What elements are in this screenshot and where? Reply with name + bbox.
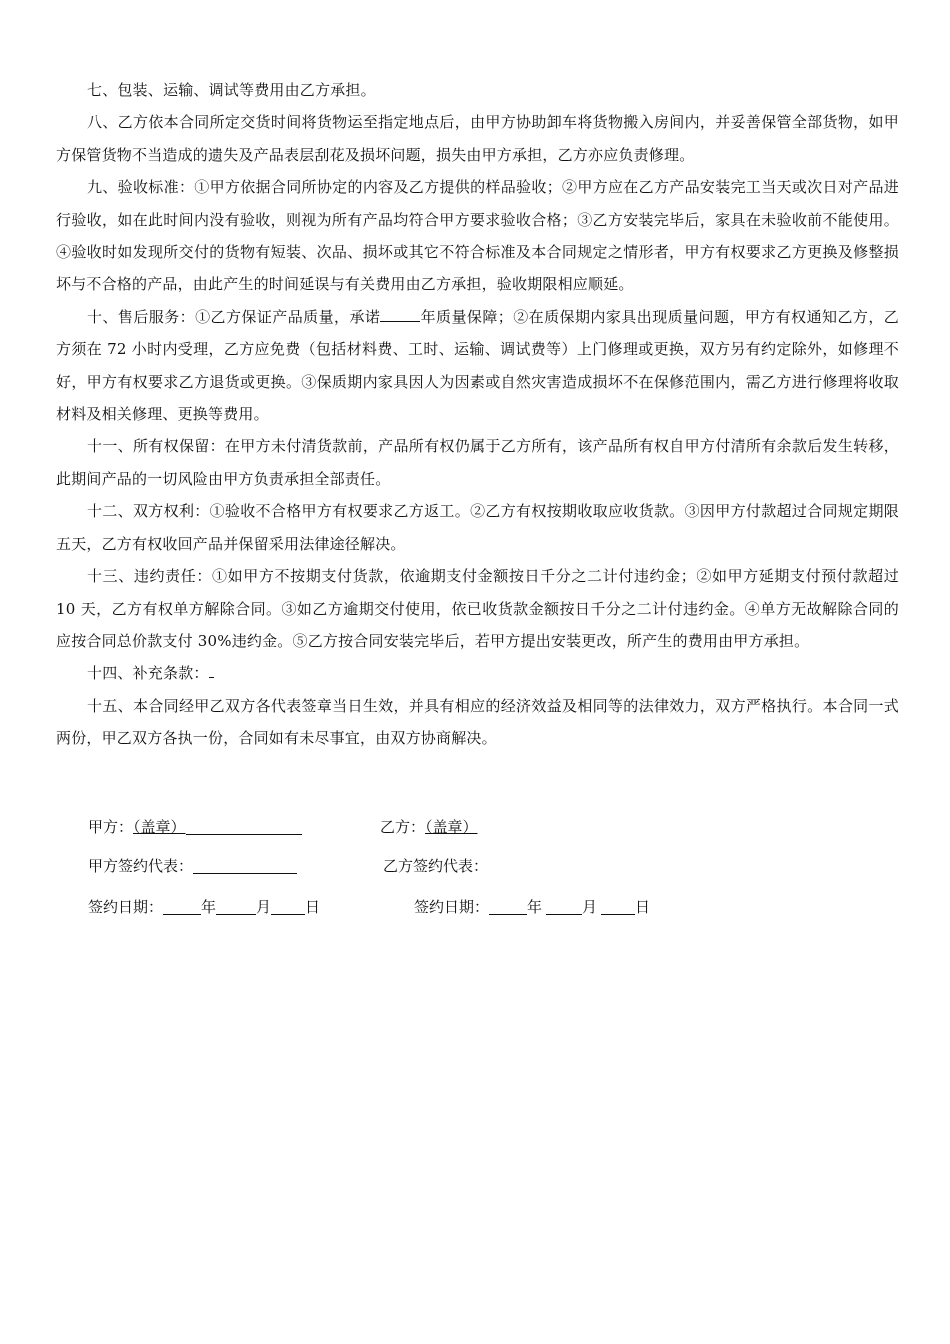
party-b-month-label: 月 (582, 898, 598, 916)
party-a-seal-line[interactable] (186, 818, 302, 835)
clause-10 (56, 301, 899, 431)
party-a-month-line[interactable] (216, 898, 256, 915)
party-a-seal-row (88, 817, 302, 837)
party-b-seal-row (380, 817, 478, 837)
party-b-date-label: 签约日期： (414, 898, 490, 916)
party-b-day-label: 日 (635, 898, 651, 916)
party-a-day-line[interactable] (271, 898, 305, 915)
party-a-year-line[interactable] (163, 898, 201, 915)
party-a-year-label: 年 (201, 898, 217, 916)
party-b-year-label: 年 (527, 898, 543, 916)
party-b-rep-row (383, 856, 488, 876)
party-b-label: 乙方： (380, 818, 426, 836)
party-a-label: 甲方： (88, 818, 134, 836)
clause-10-part-1: 十、售后服务：①乙方保证产品质量，承诺 (87, 307, 381, 326)
clause-15: 十五、本合同经甲乙双方各代表签章当日生效，并具有相应的经济效益及相同等的法律效力，双方严格执行。本合同一式两份，甲乙双方各执一份，合同如有未尽事宜，由双方协商解决。 (56, 696, 899, 748)
clause-14 (56, 657, 899, 689)
party-a-rep-row (88, 856, 297, 876)
party-a-date-label: 签约日期： (88, 898, 164, 916)
supplementary-terms-blank[interactable] (209, 662, 214, 679)
warranty-years-blank[interactable] (380, 305, 420, 322)
party-b-day-line[interactable] (601, 898, 635, 915)
party-a-month-label: 月 (256, 898, 272, 916)
clause-12: 十二、双方权利：①验收不合格甲方有权要求乙方返工。②乙方有权按期收取应收货款。③因甲方付款超过合同规定期限五天，乙方有权收回产品并保留采用法律途径解决。 (56, 502, 899, 553)
party-a-rep-label: 甲方签约代表： (88, 857, 194, 875)
party-a-date-row (88, 897, 320, 917)
party-b-year-line[interactable] (489, 898, 527, 915)
party-b-month-line[interactable] (546, 898, 582, 915)
clause-11: 十一、所有权保留：在甲方未付清货款前，产品所有权仍属于乙方所有，该产品所有权自甲方付清所有余款后发生转移，此期间产品的一切风险由甲方负责承担全部责任。 (56, 437, 899, 488)
clause-9: 九、验收标准：①甲方依据合同所协定的内容及乙方提供的样品验收；②甲方应在乙方产品安装完工当天或次日对产品进行验收，如在此时间内没有验收，则视为所有产品均符合甲方要求验收合格；③乙方安装完毕后，家具在未验收前不能使用。④验收时如发现所交付的货物有短装、次品、损坏或其它不符合标准及本合同规定之情形者，甲方有权要求乙方更换及修整损坏与不合格的产品，由此产生的时间延误与有关费用由乙方承担，验收期限相应顺延。 (56, 178, 899, 294)
party-b-date-row (414, 897, 650, 917)
clause-8: 八、乙方依本合同所定交货时间将货物运至指定地点后，由甲方协助卸车将货物搬入房间内，并妥善保管全部货物，如甲方保管货物不当造成的遗失及产品表层刮花及损坏问题，损失由甲方承担，乙方亦应负责修理。 (56, 113, 899, 164)
party-b-rep-label: 乙方签约代表： (383, 857, 489, 875)
party-a-day-label: 日 (305, 898, 321, 916)
party-a-seal[interactable]: （盖章） (133, 818, 186, 836)
clause-7: 七、包装、运输、调试等费用由乙方承担。 (87, 81, 376, 99)
party-a-rep-line[interactable] (193, 857, 297, 874)
party-b-seal[interactable]: （盖章） (425, 818, 478, 836)
clause-13: 十三、违约责任：①如甲方不按期支付货款，依逾期支付金额按日千分之二计付违约金；②如甲方延期支付预付款超过 10 天，乙方有权单方解除合同。③如乙方逾期交付使用，依已收货款金额按日千分之二计付违约金。④单方无故解除合同的应按合同总价款支付 30%违约金。⑤乙方按合同安装完毕后，若甲方提出安装更改，所产生的费用由甲方承担。 (56, 567, 899, 650)
clause-10-part-2: 年质量保障；②在质保期内家具出现质量问题，甲方有权通知乙方，乙方须在 72 小时内受理，乙方应免费（包括材料费、工时、运输、调试费等）上门修理或更换，双方另有约定除外，如修理不好，甲方有权要求乙方退货或更换。③保质期内家具因人为因素或自然灾害造成损坏不在保修范围内，需乙方进行修理将收取材料及相关修理、更换等费用。 (56, 307, 899, 424)
clause-14-label: 十四、补充条款： (87, 664, 209, 683)
contract-clauses (56, 74, 899, 755)
